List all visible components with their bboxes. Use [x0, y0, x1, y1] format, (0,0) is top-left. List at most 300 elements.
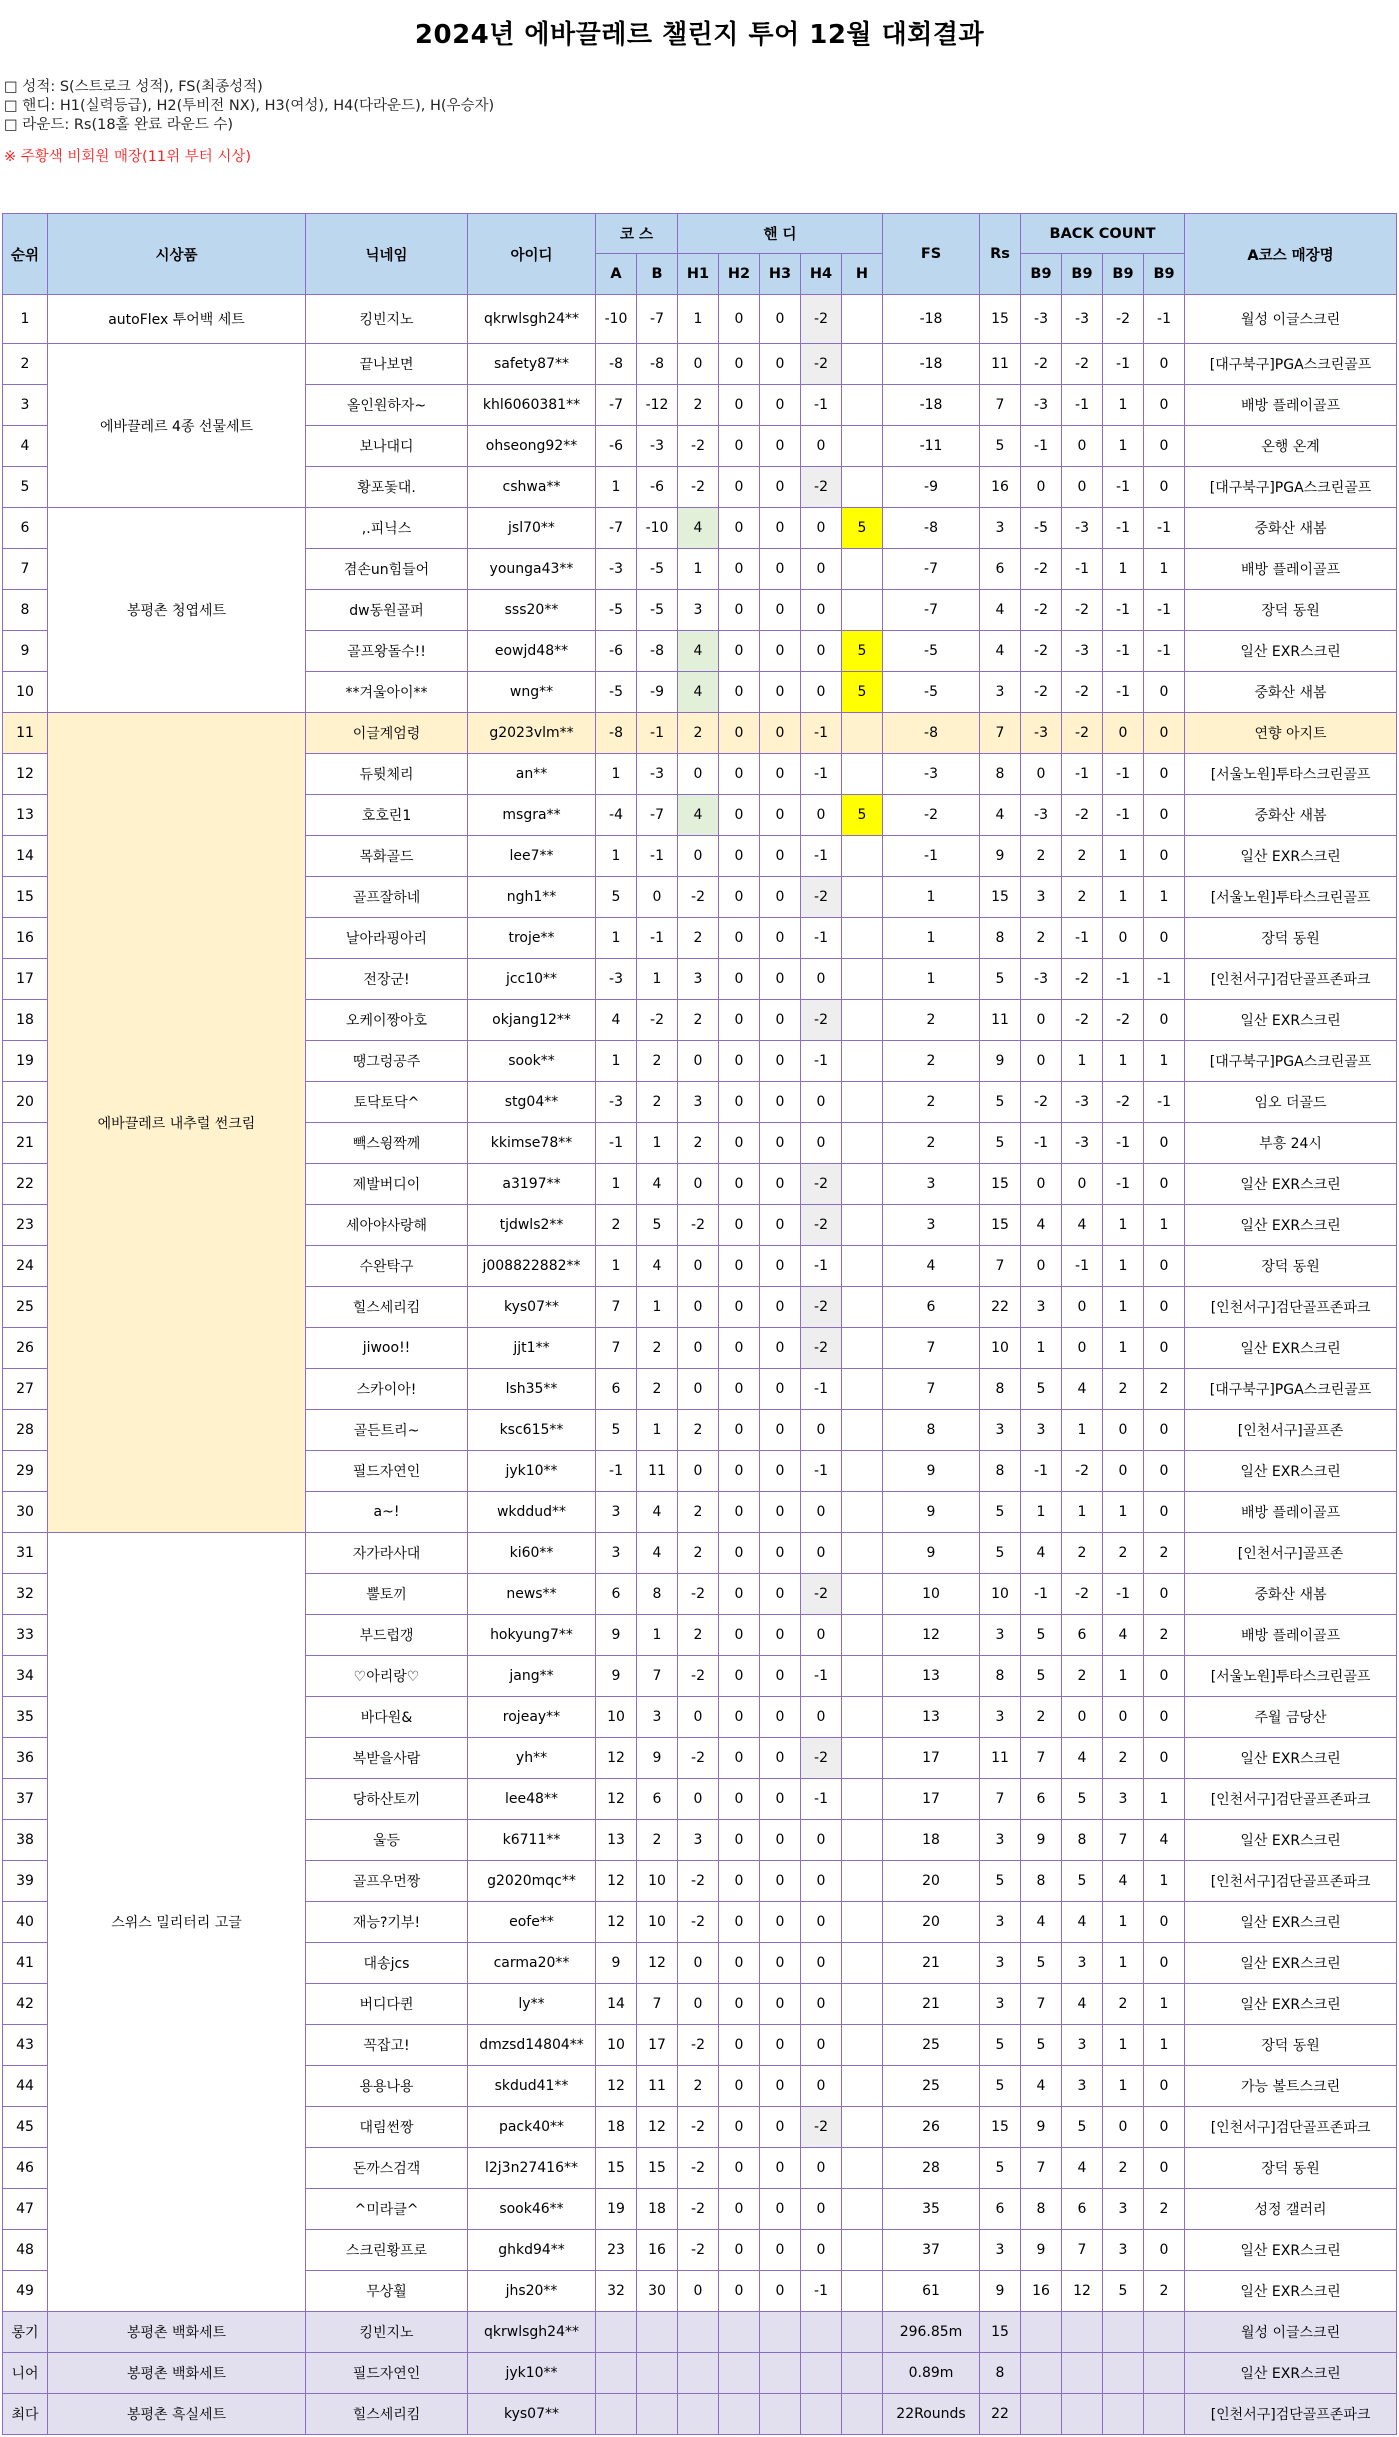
back-count-cell: 9: [1021, 2230, 1062, 2271]
back-count-cell: -1: [1103, 1164, 1144, 1205]
rank-cell: 28: [3, 1410, 48, 1451]
back-count-cell: 0: [1144, 1287, 1185, 1328]
h2-cell: 0: [719, 713, 760, 754]
course-b-cell: -2: [637, 1000, 678, 1041]
fs-cell: -18: [883, 295, 980, 344]
course-a-cell: 2: [596, 1205, 637, 1246]
back-count-cell: -2: [1103, 1000, 1144, 1041]
back-count-cell: -1: [1021, 1123, 1062, 1164]
course-b-cell: -1: [637, 713, 678, 754]
back-count-cell: -2: [1021, 631, 1062, 672]
empty-cell: [801, 2312, 842, 2353]
back-count-cell: 1: [1062, 1410, 1103, 1451]
id-cell: pack40**: [468, 2107, 596, 2148]
results-body: [3, 295, 1397, 2312]
back-count-cell: 0: [1144, 713, 1185, 754]
fs-cell: 3: [883, 1205, 980, 1246]
fs-cell: 0.89m: [883, 2353, 980, 2394]
course-a-cell: 1: [596, 754, 637, 795]
col-b9-2: B9: [1062, 254, 1103, 295]
id-cell: wng**: [468, 672, 596, 713]
back-count-cell: -1: [1062, 918, 1103, 959]
course-a-cell: 6: [596, 1574, 637, 1615]
id-cell: jjt1**: [468, 1328, 596, 1369]
rs-cell: 5: [980, 2025, 1021, 2066]
nickname-cell: 목화골드: [306, 836, 468, 877]
back-count-cell: -1: [1103, 1123, 1144, 1164]
h2-cell: 0: [719, 2230, 760, 2271]
back-count-cell: 8: [1062, 1820, 1103, 1861]
empty-cell: [596, 2394, 637, 2435]
empty-cell: [842, 2353, 883, 2394]
h3-cell: 0: [760, 631, 801, 672]
rs-cell: 3: [980, 1943, 1021, 1984]
rank-cell: 4: [3, 426, 48, 467]
h1-cell: 0: [678, 1697, 719, 1738]
nickname-cell: 킹빈지노: [306, 295, 468, 344]
back-count-cell: -1: [1103, 344, 1144, 385]
nickname-cell: 대림썬짱: [306, 2107, 468, 2148]
fs-cell: -8: [883, 713, 980, 754]
h3-cell: 0: [760, 1246, 801, 1287]
rs-cell: 8: [980, 1451, 1021, 1492]
h3-cell: 0: [760, 1164, 801, 1205]
empty-cell: [1021, 2394, 1062, 2435]
h4-cell: 0: [801, 2230, 842, 2271]
rank-cell: 7: [3, 549, 48, 590]
back-count-cell: 1: [1021, 1328, 1062, 1369]
back-count-cell: 2: [1021, 836, 1062, 877]
id-cell: jsl70**: [468, 508, 596, 549]
h1-cell: 3: [678, 590, 719, 631]
nickname-cell: 복받을사람: [306, 1738, 468, 1779]
h1-cell: 0: [678, 1369, 719, 1410]
back-count-cell: 12: [1062, 2271, 1103, 2312]
id-cell: younga43**: [468, 549, 596, 590]
back-count-cell: 3: [1103, 2230, 1144, 2271]
back-count-cell: -3: [1021, 295, 1062, 344]
nickname-cell: 토닥토닥^: [306, 1082, 468, 1123]
back-count-cell: 0: [1062, 1164, 1103, 1205]
id-cell: qkrwlsgh24**: [468, 295, 596, 344]
rs-cell: 5: [980, 2148, 1021, 2189]
col-prize: 시상품: [48, 214, 306, 295]
back-count-cell: 6: [1062, 1615, 1103, 1656]
h2-cell: 0: [719, 549, 760, 590]
h3-cell: 0: [760, 1041, 801, 1082]
h4-cell: -2: [801, 295, 842, 344]
h-cell: [842, 385, 883, 426]
store-cell: 일산 EXR스크린: [1185, 1984, 1397, 2025]
rank-cell: 24: [3, 1246, 48, 1287]
h4-cell: -1: [801, 1246, 842, 1287]
h4-cell: -1: [801, 754, 842, 795]
back-count-cell: 0: [1062, 1697, 1103, 1738]
store-cell: 부흥 24시: [1185, 1123, 1397, 1164]
rank-cell: 25: [3, 1287, 48, 1328]
id-cell: ohseong92**: [468, 426, 596, 467]
h1-cell: -2: [678, 2025, 719, 2066]
course-b-cell: 1: [637, 1410, 678, 1451]
rs-cell: 5: [980, 959, 1021, 1000]
back-count-cell: -2: [1062, 1574, 1103, 1615]
h1-cell: 3: [678, 1082, 719, 1123]
h1-cell: 4: [678, 508, 719, 549]
back-count-cell: 1: [1144, 1205, 1185, 1246]
back-count-cell: 0: [1103, 918, 1144, 959]
course-a-cell: -3: [596, 1082, 637, 1123]
special-awards: [3, 2312, 1397, 2435]
special-row: [3, 2312, 1397, 2353]
h2-cell: 0: [719, 836, 760, 877]
h4-cell: -1: [801, 836, 842, 877]
h2-cell: 0: [719, 1656, 760, 1697]
special-label-cell: 니어: [3, 2353, 48, 2394]
col-h4: H4: [801, 254, 842, 295]
back-count-cell: 1: [1103, 1328, 1144, 1369]
h2-cell: 0: [719, 1615, 760, 1656]
h-cell: [842, 1943, 883, 1984]
store-cell: 일산 EXR스크린: [1185, 1738, 1397, 1779]
back-count-cell: 1: [1103, 1205, 1144, 1246]
h3-cell: 0: [760, 1574, 801, 1615]
h2-cell: 0: [719, 2189, 760, 2230]
store-cell: 주월 금당산: [1185, 1697, 1397, 1738]
fs-cell: 1: [883, 918, 980, 959]
back-count-cell: 16: [1021, 2271, 1062, 2312]
nickname-cell: 킹빈지노: [306, 2312, 468, 2353]
back-count-cell: -1: [1062, 1246, 1103, 1287]
back-count-cell: 5: [1021, 1615, 1062, 1656]
back-count-cell: -1: [1103, 795, 1144, 836]
h3-cell: 0: [760, 385, 801, 426]
empty-cell: [760, 2353, 801, 2394]
nickname-cell: dw동원골퍼: [306, 590, 468, 631]
rs-cell: 15: [980, 295, 1021, 344]
h1-cell: -2: [678, 1205, 719, 1246]
back-count-cell: 1: [1062, 1041, 1103, 1082]
h4-cell: 0: [801, 1082, 842, 1123]
rank-cell: 20: [3, 1082, 48, 1123]
note-score: □ 성적: S(스트로크 성적), FS(최종성적): [4, 79, 263, 95]
empty-cell: [1062, 2312, 1103, 2353]
rank-cell: 38: [3, 1820, 48, 1861]
h2-cell: 0: [719, 508, 760, 549]
back-count-cell: 4: [1062, 1984, 1103, 2025]
empty-cell: [1021, 2353, 1062, 2394]
id-cell: ly**: [468, 1984, 596, 2025]
col-b9-3: B9: [1103, 254, 1144, 295]
back-count-cell: -2: [1021, 344, 1062, 385]
h-cell: [842, 754, 883, 795]
h3-cell: 0: [760, 1902, 801, 1943]
h2-cell: 0: [719, 795, 760, 836]
col-b9-4: B9: [1144, 254, 1185, 295]
rank-cell: 46: [3, 2148, 48, 2189]
back-count-cell: 1: [1103, 1943, 1144, 1984]
nickname-cell: 골프왕돌수!!: [306, 631, 468, 672]
course-a-cell: 18: [596, 2107, 637, 2148]
h-cell: [842, 1328, 883, 1369]
store-cell: [서울노원]투타스크린골프: [1185, 1656, 1397, 1697]
store-cell: 중화산 새봄: [1185, 672, 1397, 713]
h2-cell: 0: [719, 1738, 760, 1779]
h-cell: 5: [842, 672, 883, 713]
empty-cell: [678, 2312, 719, 2353]
store-cell: 장덕 동원: [1185, 2025, 1397, 2066]
rs-cell: 5: [980, 2066, 1021, 2107]
h1-cell: 0: [678, 754, 719, 795]
store-cell: 연향 아지트: [1185, 713, 1397, 754]
back-count-cell: -1: [1062, 754, 1103, 795]
h2-cell: 0: [719, 1779, 760, 1820]
course-a-cell: 12: [596, 1861, 637, 1902]
table-row: [3, 295, 1397, 344]
course-a-cell: -8: [596, 344, 637, 385]
course-b-cell: 2: [637, 1041, 678, 1082]
fs-cell: 37: [883, 2230, 980, 2271]
back-count-cell: 1: [1103, 1492, 1144, 1533]
h4-cell: 0: [801, 508, 842, 549]
course-a-cell: 5: [596, 877, 637, 918]
h4-cell: 0: [801, 1615, 842, 1656]
store-cell: 일산 EXR스크린: [1185, 1451, 1397, 1492]
back-count-cell: 2: [1103, 1984, 1144, 2025]
back-count-cell: 1: [1021, 1492, 1062, 1533]
back-count-cell: 0: [1144, 1902, 1185, 1943]
store-cell: 성정 갤러리: [1185, 2189, 1397, 2230]
fs-cell: 22Rounds: [883, 2394, 980, 2435]
h1-cell: -2: [678, 1574, 719, 1615]
h-cell: [842, 2025, 883, 2066]
h2-cell: 0: [719, 344, 760, 385]
course-a-cell: 12: [596, 2066, 637, 2107]
course-a-cell: 5: [596, 1410, 637, 1451]
back-count-cell: 1: [1144, 549, 1185, 590]
col-rs: Rs: [980, 214, 1021, 295]
h3-cell: 0: [760, 1492, 801, 1533]
h1-cell: 3: [678, 959, 719, 1000]
h3-cell: 0: [760, 2230, 801, 2271]
id-cell: jyk10**: [468, 2353, 596, 2394]
empty-cell: [801, 2394, 842, 2435]
rank-cell: 48: [3, 2230, 48, 2271]
h4-cell: 0: [801, 959, 842, 1000]
store-cell: 배방 플레이골프: [1185, 1492, 1397, 1533]
store-cell: 일산 EXR스크린: [1185, 1000, 1397, 1041]
course-a-cell: 1: [596, 1041, 637, 1082]
store-cell: [인천서구]검단골프존파크: [1185, 2394, 1397, 2435]
h4-cell: 0: [801, 672, 842, 713]
nickname-cell: 뿔토끼: [306, 1574, 468, 1615]
fs-cell: 2: [883, 1123, 980, 1164]
h3-cell: 0: [760, 1410, 801, 1451]
h-cell: [842, 2148, 883, 2189]
back-count-cell: 2: [1103, 1738, 1144, 1779]
back-count-cell: 0: [1062, 1328, 1103, 1369]
back-count-cell: -3: [1021, 385, 1062, 426]
prize-cell: 봉평촌 청엽세트: [48, 508, 306, 713]
h1-cell: 0: [678, 1287, 719, 1328]
rank-cell: 6: [3, 508, 48, 549]
store-cell: [서울노원]투타스크린골프: [1185, 877, 1397, 918]
course-b-cell: 4: [637, 1492, 678, 1533]
h1-cell: 2: [678, 2066, 719, 2107]
fs-cell: -18: [883, 344, 980, 385]
h2-cell: 0: [719, 1410, 760, 1451]
back-count-cell: 0: [1021, 1164, 1062, 1205]
rs-cell: 3: [980, 672, 1021, 713]
h3-cell: 0: [760, 1943, 801, 1984]
rs-cell: 4: [980, 590, 1021, 631]
h2-cell: 0: [719, 2148, 760, 2189]
fs-cell: 35: [883, 2189, 980, 2230]
rs-cell: 3: [980, 508, 1021, 549]
rs-cell: 3: [980, 1697, 1021, 1738]
h2-cell: 0: [719, 2066, 760, 2107]
rank-cell: 45: [3, 2107, 48, 2148]
h-cell: [842, 2066, 883, 2107]
nickname-cell: 자가라사대: [306, 1533, 468, 1574]
h4-cell: 0: [801, 1943, 842, 1984]
course-a-cell: 7: [596, 1287, 637, 1328]
h4-cell: -1: [801, 1451, 842, 1492]
h3-cell: 0: [760, 918, 801, 959]
h4-cell: 0: [801, 1820, 842, 1861]
course-a-cell: 23: [596, 2230, 637, 2271]
course-b-cell: -9: [637, 672, 678, 713]
back-count-cell: 0: [1062, 426, 1103, 467]
fs-cell: 8: [883, 1410, 980, 1451]
h1-cell: 0: [678, 1984, 719, 2025]
id-cell: g2023vlm**: [468, 713, 596, 754]
fs-cell: 2: [883, 1000, 980, 1041]
id-cell: news**: [468, 1574, 596, 1615]
back-count-cell: 5: [1103, 2271, 1144, 2312]
h3-cell: 0: [760, 877, 801, 918]
rank-cell: 36: [3, 1738, 48, 1779]
back-count-cell: -2: [1062, 795, 1103, 836]
id-cell: j008822882**: [468, 1246, 596, 1287]
course-a-cell: 1: [596, 467, 637, 508]
id-cell: stg04**: [468, 1082, 596, 1123]
nickname-cell: ♡아리랑♡: [306, 1656, 468, 1697]
h-cell: [842, 1697, 883, 1738]
back-count-cell: -2: [1062, 1451, 1103, 1492]
store-cell: 배방 플레이골프: [1185, 385, 1397, 426]
course-a-cell: -5: [596, 672, 637, 713]
back-count-cell: -2: [1062, 672, 1103, 713]
h-cell: [842, 1492, 883, 1533]
rank-cell: 18: [3, 1000, 48, 1041]
h3-cell: 0: [760, 1000, 801, 1041]
rs-cell: 9: [980, 2271, 1021, 2312]
course-a-cell: 19: [596, 2189, 637, 2230]
rs-cell: 5: [980, 1492, 1021, 1533]
course-b-cell: 7: [637, 1984, 678, 2025]
back-count-cell: 0: [1144, 467, 1185, 508]
rs-cell: 10: [980, 1328, 1021, 1369]
rs-cell: 7: [980, 385, 1021, 426]
course-a-cell: 9: [596, 1615, 637, 1656]
back-count-cell: 0: [1103, 1410, 1144, 1451]
rank-cell: 5: [3, 467, 48, 508]
back-count-cell: 1: [1144, 2025, 1185, 2066]
rs-cell: 7: [980, 1779, 1021, 1820]
store-cell: 중화산 새봄: [1185, 508, 1397, 549]
back-count-cell: 2: [1021, 918, 1062, 959]
h3-cell: 0: [760, 2189, 801, 2230]
course-b-cell: 6: [637, 1779, 678, 1820]
h1-cell: 1: [678, 295, 719, 344]
fs-cell: 17: [883, 1738, 980, 1779]
rs-cell: 9: [980, 1041, 1021, 1082]
fs-cell: 3: [883, 1164, 980, 1205]
rank-cell: 3: [3, 385, 48, 426]
h-cell: [842, 1861, 883, 1902]
nickname-cell: 빽스윙짝께: [306, 1123, 468, 1164]
back-count-cell: -1: [1144, 1082, 1185, 1123]
h1-cell: -2: [678, 1738, 719, 1779]
h4-cell: -1: [801, 385, 842, 426]
h-cell: 5: [842, 631, 883, 672]
fs-cell: -3: [883, 754, 980, 795]
store-cell: [대구북구]PGA스크린골프: [1185, 1041, 1397, 1082]
h-cell: [842, 836, 883, 877]
back-count-cell: -2: [1062, 344, 1103, 385]
h2-cell: 0: [719, 1984, 760, 2025]
h-cell: [842, 1984, 883, 2025]
h4-cell: 0: [801, 1492, 842, 1533]
course-a-cell: -6: [596, 631, 637, 672]
store-cell: 배방 플레이골프: [1185, 1615, 1397, 1656]
back-count-cell: 0: [1062, 467, 1103, 508]
h3-cell: 0: [760, 2107, 801, 2148]
rank-cell: 27: [3, 1369, 48, 1410]
h4-cell: -2: [801, 1205, 842, 1246]
h4-cell: -1: [801, 1779, 842, 1820]
rs-cell: 3: [980, 1820, 1021, 1861]
back-count-cell: 1: [1103, 2066, 1144, 2107]
h2-cell: 0: [719, 1820, 760, 1861]
course-b-cell: -7: [637, 795, 678, 836]
rank-cell: 30: [3, 1492, 48, 1533]
special-label-cell: 롱기: [3, 2312, 48, 2353]
h2-cell: 0: [719, 1451, 760, 1492]
h1-cell: 2: [678, 1410, 719, 1451]
h1-cell: 0: [678, 1943, 719, 1984]
store-cell: 일산 EXR스크린: [1185, 1902, 1397, 1943]
h-cell: [842, 2189, 883, 2230]
h3-cell: 0: [760, 2066, 801, 2107]
course-b-cell: 4: [637, 1533, 678, 1574]
h4-cell: -1: [801, 1656, 842, 1697]
nickname-cell: 이글계엄령: [306, 713, 468, 754]
back-count-cell: 5: [1021, 1656, 1062, 1697]
back-count-cell: 0: [1144, 385, 1185, 426]
h4-cell: -2: [801, 1287, 842, 1328]
back-count-cell: 1: [1103, 836, 1144, 877]
course-b-cell: -1: [637, 918, 678, 959]
fs-cell: 1: [883, 959, 980, 1000]
fs-cell: -5: [883, 631, 980, 672]
course-a-cell: 1: [596, 1164, 637, 1205]
empty-cell: [678, 2394, 719, 2435]
h3-cell: 0: [760, 2271, 801, 2312]
h3-cell: 0: [760, 549, 801, 590]
empty-cell: [1144, 2394, 1185, 2435]
h3-cell: 0: [760, 2148, 801, 2189]
